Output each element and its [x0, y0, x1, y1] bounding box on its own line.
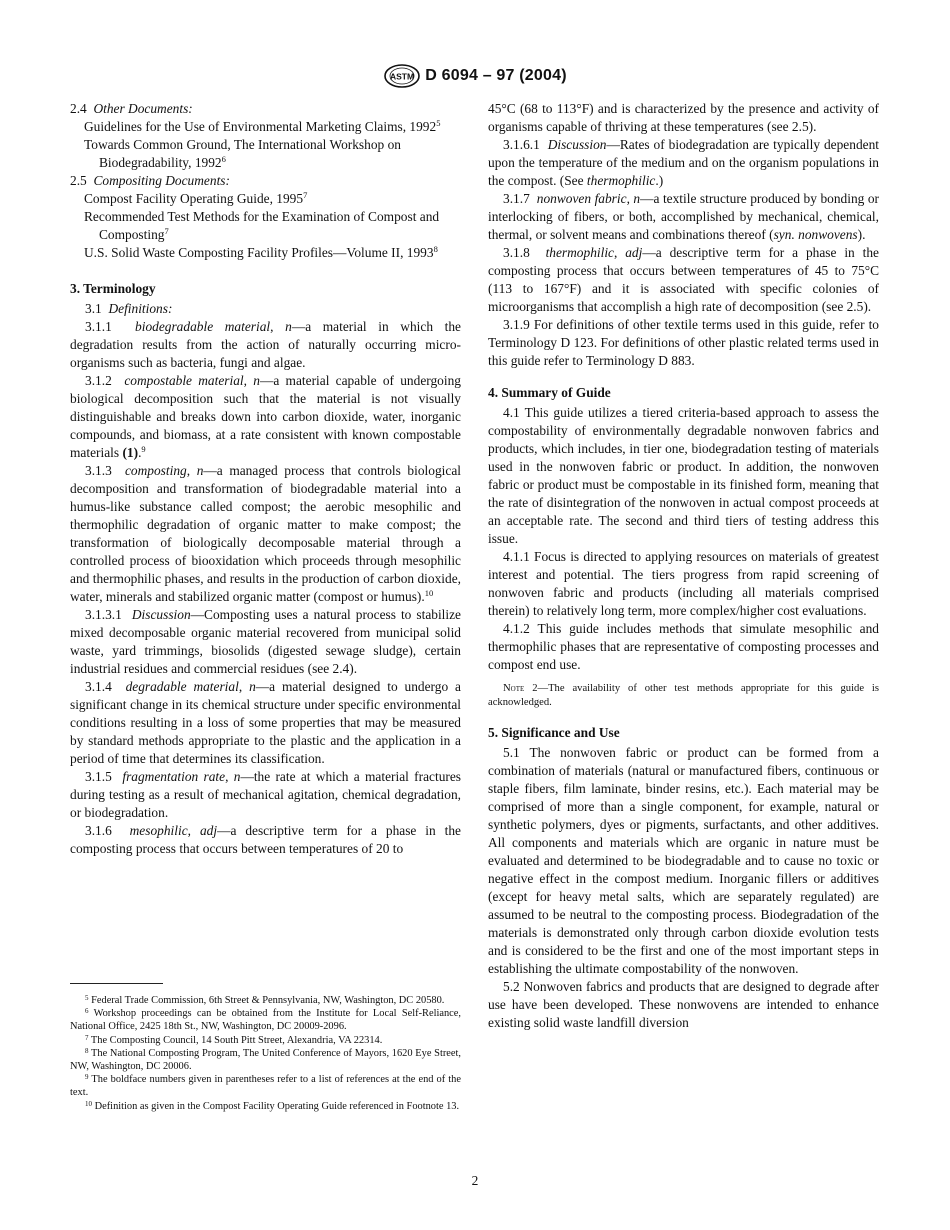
paragraph-4-1-2: 4.1.2 This guide includes methods that simulate mesophilic and thermophilic phases that are representative of composting processes and compost end use. — [488, 621, 879, 672]
note-2: Note 2—The availability of other test methods appropriate for this guide is acknowledged. — [488, 683, 880, 708]
footnote: $^5$ Federal Trade Commission, 6th Street & Pennsylvania, NW, Washington, DC 20580. — [85, 994, 445, 1006]
definition-3-1-6-continued: 45°C (68 to 113°F) and is characterized by the presence and activity of organisms capable of thriving at these temperatures (see 2.5). — [488, 101, 879, 134]
section-heading-significance: 5. Significance and Use — [488, 725, 620, 740]
definition-3-1-5: 3.1.5 fragmentation rate, n—the rate at which a material fractures during testing as a result of mechanical agitation, chemical degradation, or biodegradation. — [70, 769, 461, 820]
definition-3-1-8: 3.1.8 thermophilic, adj—a descriptive term for a phase in the composting process that occurs between temperatures of 45 to 75°C (113 to 167°F) and it is associated with specific colonies of microorganisms that accomplish a high rate of decomposition (see 2.5). — [488, 245, 879, 314]
section-number: 2.5 — [70, 173, 87, 188]
astm-logo-icon — [383, 64, 421, 88]
reference-item: Compost Facility Operating Guide, 1995$^7$ — [84, 190, 308, 206]
subsection-2-4 — [70, 100, 461, 118]
right-column — [488, 100, 879, 1032]
reference-item: Towards Common Ground, The International Workshop on Biodegradability, 1992$^6$ — [84, 137, 401, 170]
section-number: 2.4 — [70, 101, 87, 116]
subsection-title: Other Documents: — [93, 101, 193, 116]
definition-3-1-7: 3.1.7 nonwoven fabric, n—a textile structure produced by bonding or interlocking of fibers, or both, accomplished by mechanical, chemical, thermal, or solvent means and combinations thereof (syn. nonwovens). — [488, 191, 879, 242]
paragraph-4-1-1: 4.1.1 Focus is directed to applying resources on materials of greatest interest and potential. The tiers progress from rapid screening of nonwoven fabric and products (including all materials comprised therein) to relatively long term, more complex/higher cost evaluations. — [488, 549, 879, 618]
footnote: $^8$ The National Composting Program, The United Conference of Mayors, 1620 Eye Street, NW, Washington, DC 20006. — [70, 1046, 462, 1073]
paragraph-4-1: 4.1 This guide utilizes a tiered criteria-based approach to assess the compostability of environmentally degradable nonwoven fabrics and products, which includes, in tier one, biodegradation testing of materials used in the nonwoven fabric or product. In addition, the nonwoven fabric or product must be compostable in its finished form, meaning that the rate of disintegration of the nonwoven in actual compost proceeds at an acceptable rate. The second and third tiers of testing address this issue. — [488, 405, 879, 546]
logo-text: ASTM — [390, 71, 415, 82]
reference-item: Guidelines for the Use of Environmental Marketing Claims, 1992$^5$ — [84, 118, 441, 134]
footnote: $^7$ The Composting Council, 14 South Pitt Street, Alexandria, VA 22314. — [85, 1033, 383, 1046]
discussion-3-1-6-1: 3.1.6.1 Discussion—Rates of biodegradation are typically dependent upon the temperature of the medium and on the organism populations in the compost. (See thermophilic.) — [488, 137, 879, 188]
document-id: D 6094 – 97 (2004) — [425, 67, 567, 84]
footnotes — [70, 994, 461, 1113]
page-number: 2 — [471, 1173, 479, 1188]
footnote: $^9$ The boldface numbers given in parentheses refer to a list of references at the end of the text. — [70, 1073, 461, 1099]
subsection-title: Compositing Documents: — [93, 173, 230, 188]
left-column — [70, 100, 461, 858]
reference-item: Recommended Test Methods for the Examination of Compost and Composting$^7$ — [84, 209, 440, 242]
section-heading-summary: 4. Summary of Guide — [488, 385, 611, 400]
definition-3-1-2: 3.1.2 compostable material, n—a material capable of undergoing biological decomposition such that the material is not visually distinguishable and breaks down into carbon dioxide, water, inorganic compounds, and biomass, at a rate consistent with known compostable materials (1).$^9$ — [70, 373, 461, 460]
footnote: $^6$ Workshop proceedings can be obtained from the Institute for Local Self-Reliance, National Office, 2425 18th St., NW, Washington, DC 20009-2096. — [70, 1007, 461, 1033]
discussion-3-1-3-1: 3.1.3.1 Discussion—Composting uses a natural process to stabilize mixed decomposable organic material recovered from municipal solid waste, yard trimmings, biosolids (digested sewage sludge), certain industrial residues and commercial residues (see 2.4). — [70, 607, 462, 676]
definition-3-1-9: 3.1.9 For definitions of other textile terms used in this guide, refer to Terminology D 123. For definitions of other plastic related terms used in this guide refer to Terminology D 883. — [488, 317, 879, 368]
definition-3-1-1: 3.1.1 biodegradable material, n—a material in which the degradation results from the action of naturally occurring micro-organisms such as bacteria, fungi and algae. — [70, 319, 461, 370]
paragraph-5-1: 5.1 The nonwoven fabric or product can be formed from a combination of materials (natural or manufactured fibers, continuous or staple fibers, film laminate, binder resins, etc.). Each material may be comprised of more than a single component, for example, natural or synthetic polymers, dyes or pigments, surfactants, and other additives. All components and materials which are organic in nature must be evaluated and determined to be biodegradable and to cause no toxic or negative effect in the compost medium. Inorganic fillers or additives (except for heavy metal salts, which are separately regulated) are assumed to be neutral to the composting process. Biodegradation of the materials is demonstrated only through carbon dioxide evolution tests and is considered to be the first and one of the most important steps in establishing the ultimate compostability of the nonwoven. — [488, 745, 879, 976]
definition-3-1-4: 3.1.4 degradable material, n—a material designed to undergo a significant change in its chemical structure under specific environmental conditions resulting in a loss of some properties that may be measured by standard methods appropriate to the plastic and the application in a period of time that determines its classification. — [70, 679, 461, 766]
paragraph-5-2: 5.2 Nonwoven fabrics and products that are designed to degrade after use have been developed. These nonwovens are intended to enhance existing solid waste landfill diversion — [488, 979, 879, 1030]
reference-item: U.S. Solid Waste Composting Facility Profiles—Volume II, 1993$^8$ — [84, 244, 438, 260]
page-header — [0, 63, 950, 89]
subsection-3-1: 3.1 Definitions: — [85, 301, 173, 316]
subsection-2-5 — [70, 172, 461, 190]
footnote: $^{10}$ Definition as given in the Compost Facility Operating Guide referenced in Footnote 13. — [85, 1099, 460, 1112]
footnote-divider — [70, 983, 163, 984]
definition-3-1-6: 3.1.6 mesophilic, adj—a descriptive term for a phase in the composting process that occurs between temperatures of 20 to — [70, 823, 461, 856]
section-heading-terminology: 3. Terminology — [70, 281, 156, 296]
definition-3-1-3: 3.1.3 composting, n—a managed process that controls biological decomposition and transformation of biodegradable material into a humus-like substance called compost; the aerobic mesophilic and thermophilic degradation of organic matter to make compost; the transformation of biologically decomposable material through a controlled process of biooxidation which proceeds through mesophilic and thermophilic phases, and results in the production of carbon dioxide, water, minerals and stabilized organic matter (compost or humus).$^{10}$ — [70, 463, 461, 604]
